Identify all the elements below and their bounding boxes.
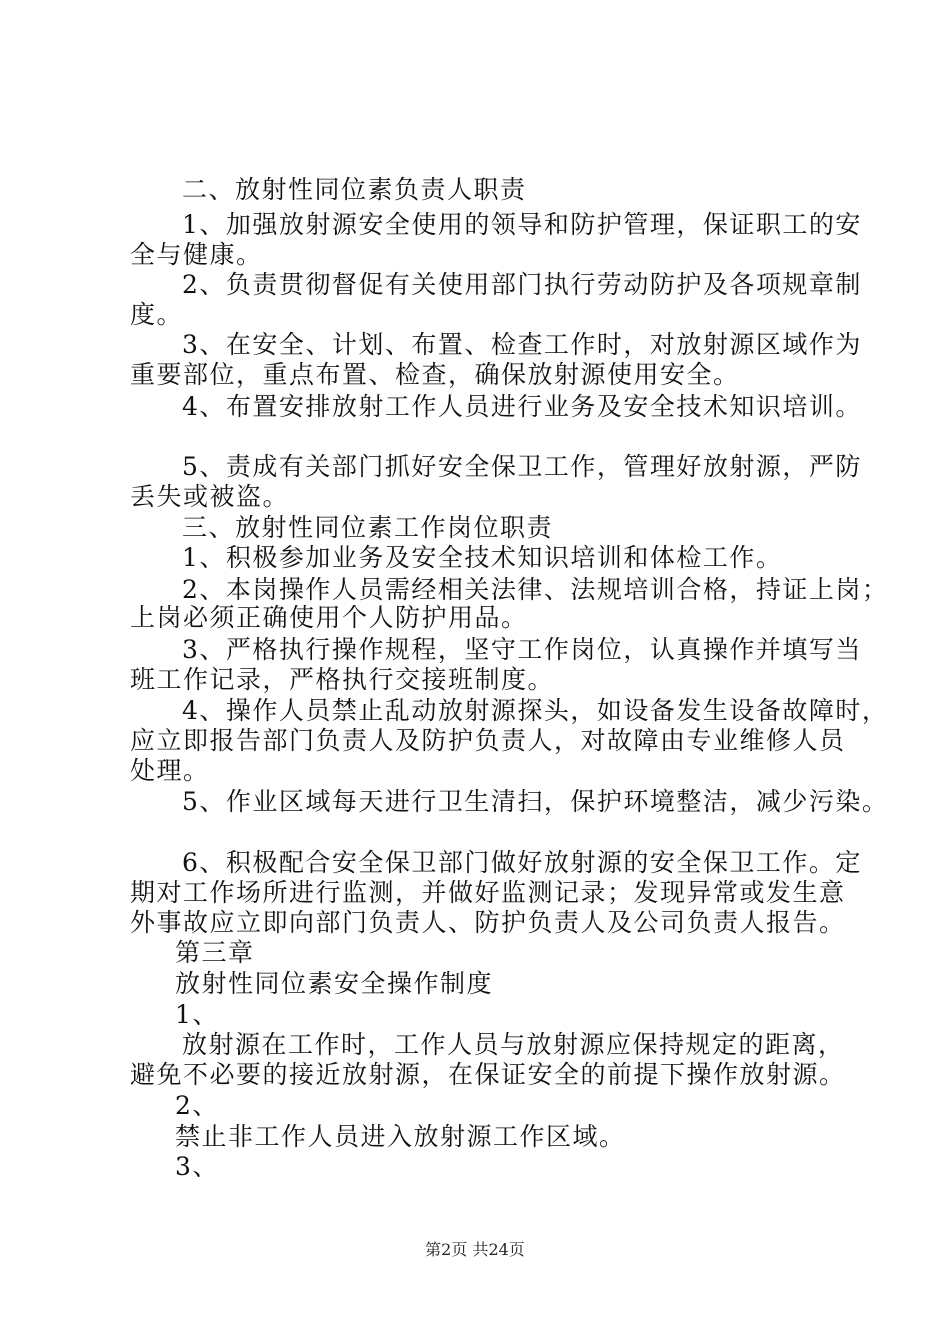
paragraph-line: 应立即报告部门负责人及防护负责人，对故障由专业维修人员 bbox=[130, 726, 846, 755]
paragraph-line: 处理。 bbox=[130, 756, 210, 785]
paragraph-line: 避免不必要的接近放射源，在保证安全的前提下操作放射源。 bbox=[130, 1060, 846, 1089]
page-number-footer: 第2页 共24页 bbox=[425, 1240, 525, 1259]
paragraph-line: 5、责成有关部门抓好安全保卫工作，管理好放射源，严防 bbox=[182, 452, 862, 481]
paragraph-line: 放射源在工作时，工作人员与放射源应保持规定的距离， bbox=[182, 1030, 845, 1059]
paragraph-line: 5、作业区域每天进行卫生清扫，保护环境整洁，减少污染。 bbox=[182, 787, 889, 816]
paragraph-line: 2、负责贯彻督促有关使用部门执行劳动防护及各项规章制 bbox=[182, 270, 862, 299]
paragraph-line: 上岗必须正确使用个人防护用品。 bbox=[130, 603, 528, 632]
paragraph-line: 度。 bbox=[130, 300, 184, 329]
item-number: 2、 bbox=[175, 1091, 219, 1120]
paragraph-line: 4、操作人员禁止乱动放射源探头，如设备发生设备故障时， bbox=[182, 696, 889, 725]
paragraph-line: 3、在安全、计划、布置、检查工作时，对放射源区域作为 bbox=[182, 330, 862, 359]
paragraph-line: 6、积极配合安全保卫部门做好放射源的安全保卫工作。定 bbox=[182, 848, 862, 877]
section-heading: 二、放射性同位素负责人职责 bbox=[182, 175, 527, 204]
item-number: 1、 bbox=[175, 1000, 219, 1029]
paragraph-line: 丢失或被盗。 bbox=[130, 482, 290, 511]
paragraph-line: 2、本岗操作人员需经相关法律、法规培训合格，持证上岗； bbox=[182, 575, 889, 604]
paragraph-line: 4、布置安排放射工作人员进行业务及安全技术知识培训。 bbox=[182, 392, 862, 421]
paragraph-line: 期对工作场所进行监测，并做好监测记录；发现异常或发生意 bbox=[130, 878, 846, 907]
paragraph-line: 1、积极参加业务及安全技术知识培训和体检工作。 bbox=[182, 543, 783, 572]
section-heading: 三、放射性同位素工作岗位职责 bbox=[182, 513, 554, 542]
paragraph-line: 班工作记录，严格执行交接班制度。 bbox=[130, 665, 555, 694]
paragraph-line: 禁止非工作人员进入放射源工作区域。 bbox=[175, 1122, 626, 1151]
paragraph-line: 重要部位，重点布置、检查，确保放射源使用安全。 bbox=[130, 360, 740, 389]
paragraph-line: 3、严格执行操作规程，坚守工作岗位，认真操作并填写当 bbox=[182, 635, 862, 664]
chapter-title: 放射性同位素安全操作制度 bbox=[175, 969, 494, 998]
chapter-heading: 第三章 bbox=[175, 938, 255, 967]
paragraph-line: 全与健康。 bbox=[130, 240, 263, 269]
item-number: 3、 bbox=[175, 1152, 219, 1181]
paragraph-line: 外事故应立即向部门负责人、防护负责人及公司负责人报告。 bbox=[130, 908, 846, 937]
paragraph-line: 1、加强放射源安全使用的领导和防护管理，保证职工的安 bbox=[182, 210, 862, 239]
